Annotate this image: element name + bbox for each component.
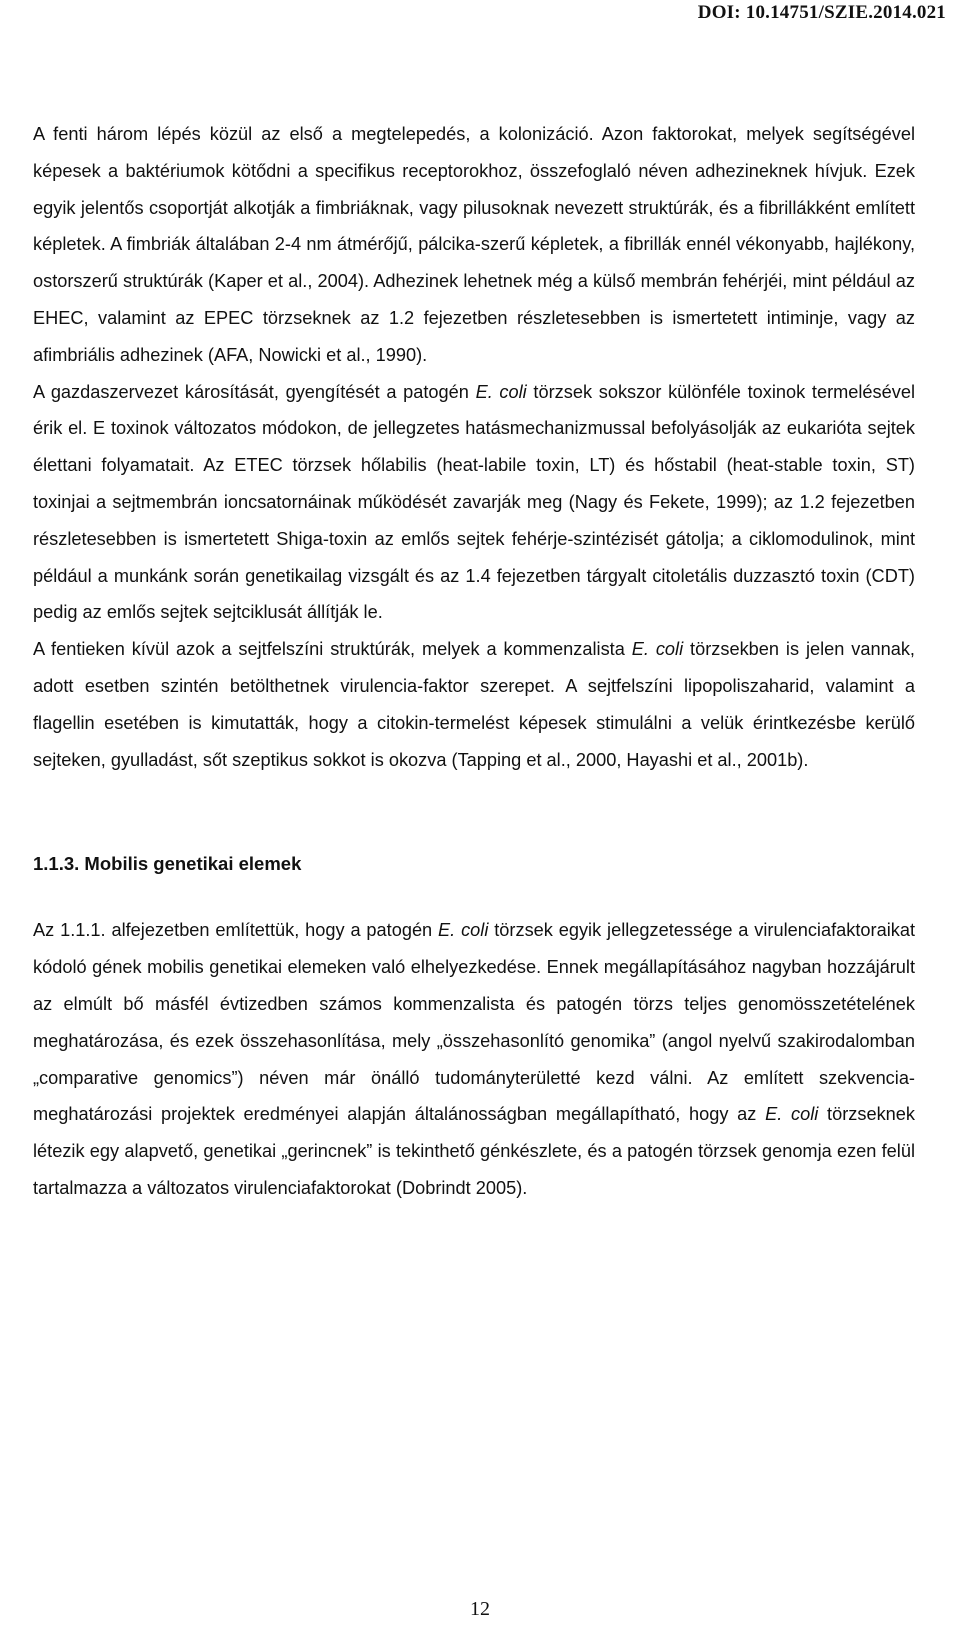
text-run: törzseknek létezik egy alapvető, genetikai „gerincnek” is tekinthető génkészlete, és a patogén törzsek genomja ezen felül tartalmazza a változatos virulenciafaktorokat (Dobrindt 2005). [33,1104,916,1198]
species-name: E. coli [765,1104,819,1125]
page-number: 12 [470,1598,490,1620]
species-name: E. coli [631,639,684,660]
species-name: E. coli [475,381,527,402]
text-run: Az 1.1.1. alfejezetben említettük, hogy a patogén [33,920,439,941]
text-run: törzsek egyik jellegzetessége a virulenciafaktoraikat kódoló gének mobilis genetikai elemeken való elhelyezkedése. Ennek megállapításához nagyban hozzájárult az elmúlt bő másfél évtizedben számos kommenzalista és patogén törzs teljes genomösszetételének meghatározása, és ezek összehasonlítása, mely „összehasonlító genomika” (angol nyelvű szakirodalomban „comparative genomics”) néven már önálló tudományterületté kezd válni. Az említett szekvencia-meghatározási projektek eredményei alapján általánosságban megállapítható, hogy az [33,920,915,1125]
doi-header: DOI: 10.14751/SZIE.2014.021 [697,2,946,23]
species-name: E. coli [438,920,489,941]
text-run: törzsekben is jelen vannak, adott esetben szintén betölthetnek virulencia-faktor szerepet. A sejtfelszíni lipopoliszaharid, valamint a flagellin esetében is kimutatták, hogy a citokin-termelést képesek stimulálni a velük érintkezésbe kerülő sejteken, gyulladást, sőt szeptikus sokkot is okozva (Tapping et al., 2000, Hayashi et al., 2001b). [33,639,915,770]
document-body [33,116,915,1207]
text-run: törzsek sokszor különféle toxinok termelésével érik el. E toxinok változatos módokon, de jellegzetes hatásmechanizmussal befolyásolják az eukarióta sejtek élettani folyamatait. Az ETEC törzsek hőlabilis (heat-labile toxin, LT) és hőstabil (heat-stable toxin, ST) toxinjai a sejtmembrán ioncsatornáinak működését zavarják meg (Nagy és Fekete, 1999); az 1.2 fejezetben részletesebben is ismertetett Shiga-toxin az emlős sejtek fehérje-szintézisét gátolja; a ciklomodulinok, mint például a munkánk során genetikailag vizsgált és az 1.4 fejezetben tárgyalt citoletális duzzasztó toxin (CDT) pedig az emlős sejtek sejtciklusát állítják le. [33,381,915,623]
paragraph-adhesins: A fenti három lépés közül az első a megtelepedés, a kolonizáció. Azon faktorokat, melyek segítségével képesek a baktériumok kötődni a specifikus receptorokhoz, összefoglaló néven adhezineknek hívjuk. Ezek egyik jelentős csoportját alkotják a fimbriáknak, vagy pilusoknak nevezett struktúrák, és a fibrillákként említett képletek. A fimbriák általában 2-4 nm átmérőjű, pálcika-szerű képletek, a fibrillák ennél vékonyabb, hajlékony, ostorszerű struktúrák (Kaper et al., 2004). Adhezinek lehetnek még a külső membrán fehérjéi, mint például az EHEC, valamint az EPEC törzseknek az 1.2 fejezetben részletesebben is ismertetett intiminje, vagy az afimbriális adhezinek (AFA, Nowicki et al., 1990). [33,124,915,365]
paragraph-mobile-elements [33,912,915,1206]
section-heading: 1.1.3. Mobilis genetikai elemek [33,853,302,875]
paragraph-surface-structures [33,631,915,778]
text-run: A gazdaszervezet károsítását, gyengítését a patogén [33,381,476,402]
text-run: A fentieken kívül azok a sejtfelszíni struktúrák, melyek a kommenzalista [33,639,632,660]
spacer [33,778,915,846]
spacer [33,882,915,912]
paragraph-toxins [33,374,915,632]
